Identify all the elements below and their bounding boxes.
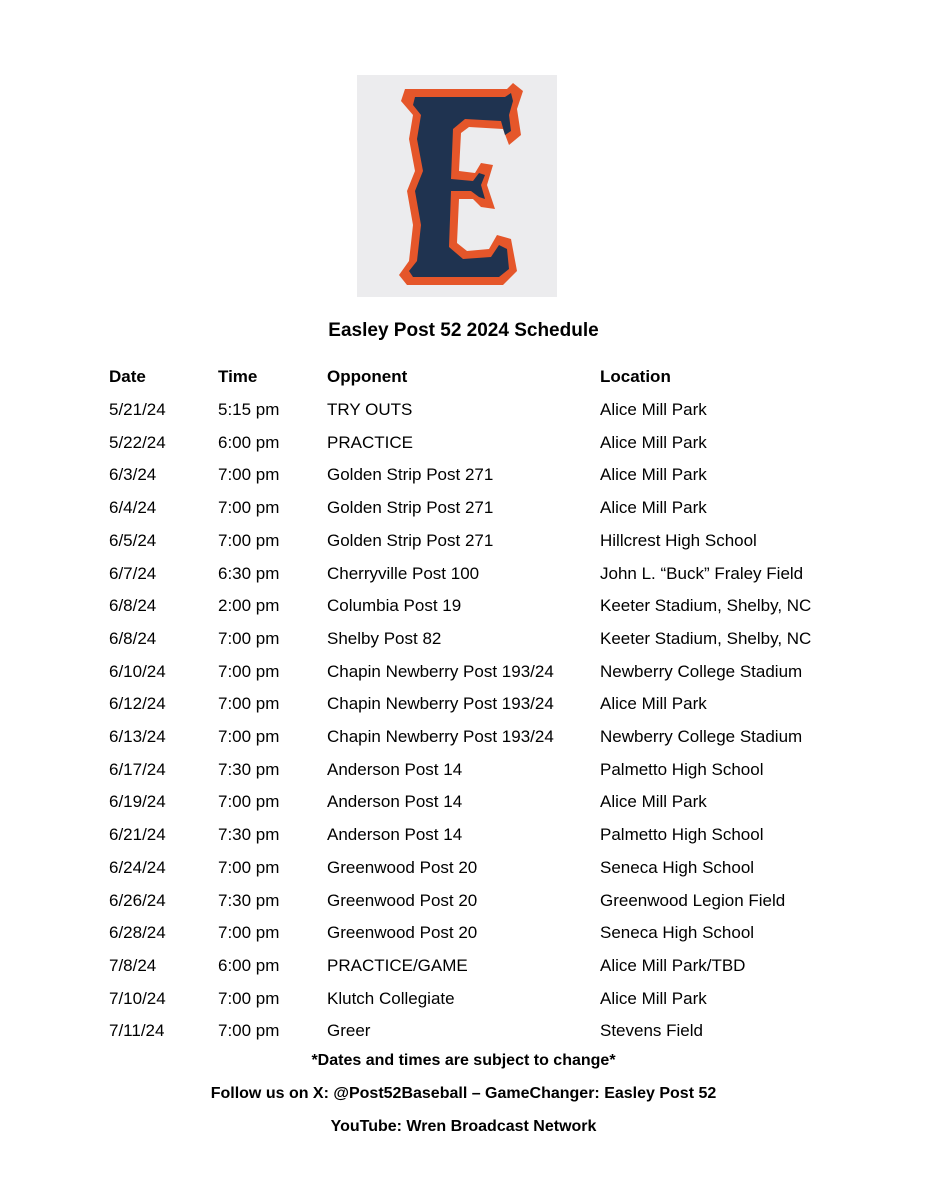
cell-date: 6/3/24 [109,465,157,485]
team-logo [357,75,557,297]
cell-opponent: PRACTICE/GAME [327,955,468,975]
table-row [0,986,927,1012]
cell-date: 6/28/24 [109,923,166,943]
cell-time: 7:00 pm [218,727,280,746]
cell-time: 7:30 pm [218,825,280,845]
footer-youtube: YouTube: Wren Broadcast Network [330,1118,597,1135]
cell-date: 6/4/24 [109,498,157,518]
cell-opponent: Columbia Post 19 [327,596,462,616]
cell-date: 6/7/24 [109,563,157,583]
table-row [0,528,927,554]
cell-location: John L. “Buck” Fraley Field [600,563,804,583]
cell-opponent: Anderson Post 14 [327,759,463,779]
cell-time: 2:00 pm [218,596,280,616]
cell-time: 7:00 pm [218,792,280,812]
table-row [0,691,927,717]
cell-date: 6/24/24 [109,857,166,877]
cell-date: 6/19/24 [109,792,166,812]
cell-location: Alice Mill Park [600,432,707,452]
cell-date: 6/8/24 [109,596,157,616]
cell-date: 6/5/24 [109,530,157,550]
cell-location: Newberry College Stadium [600,661,803,681]
table-row [0,1018,927,1044]
cell-opponent: Greenwood Post 20 [327,890,478,910]
cell-opponent: Chapin Newberry Post 193/24 [327,661,554,681]
footer-disclaimer: *Dates and times are subject to change* [311,1052,616,1069]
table-row [0,757,927,783]
letter-e-logo-icon [357,75,557,297]
cell-date: 5/22/24 [109,432,166,452]
cell-time: 5:15 pm [218,400,280,419]
cell-time: 6:00 pm [218,955,280,975]
cell-date: 6/10/24 [109,661,166,681]
cell-date: 7/10/24 [109,988,166,1008]
cell-location: Palmetto High School [600,759,764,779]
cell-location: Alice Mill Park [600,400,707,419]
cell-time: 7:00 pm [218,1021,280,1041]
cell-location: Newberry College Stadium [600,727,803,746]
cell-opponent: Golden Strip Post 271 [327,530,494,550]
cell-opponent: Golden Strip Post 271 [327,465,494,485]
header-location: Location [600,367,671,386]
table-row [0,888,927,914]
table-row [0,561,927,587]
cell-time: 6:30 pm [218,563,280,583]
table-row [0,789,927,815]
cell-time: 7:30 pm [218,759,280,779]
cell-opponent: Greenwood Post 20 [327,857,478,877]
cell-date: 7/11/24 [109,1021,165,1041]
cell-time: 6:00 pm [218,432,280,452]
cell-location: Hillcrest High School [600,530,757,550]
cell-location: Keeter Stadium, Shelby, NC [600,628,812,648]
cell-location: Greenwood Legion Field [600,890,786,910]
cell-date: 5/21/24 [109,400,166,419]
cell-time: 7:00 pm [218,628,280,648]
table-header [0,364,927,390]
cell-opponent: Golden Strip Post 271 [327,498,494,518]
cell-location: Alice Mill Park [600,498,707,518]
cell-date: 6/12/24 [109,694,166,714]
cell-time: 7:00 pm [218,661,280,681]
cell-location: Alice Mill Park [600,792,707,812]
cell-location: Palmetto High School [600,825,764,845]
cell-opponent: Greer [327,1021,371,1041]
cell-date: 7/8/24 [109,955,157,975]
table-row [0,659,927,685]
cell-location: Keeter Stadium, Shelby, NC [600,596,812,616]
cell-opponent: Cherryville Post 100 [327,563,480,583]
table-row [0,626,927,652]
table-row [0,822,927,848]
table-row [0,920,927,946]
header-date: Date [109,367,146,386]
cell-time: 7:00 pm [218,988,280,1008]
table-row [0,430,927,456]
table-row [0,724,927,750]
cell-time: 7:00 pm [218,530,280,550]
cell-opponent: Anderson Post 14 [327,825,463,845]
cell-opponent: TRY OUTS [327,400,413,419]
table-row [0,953,927,979]
cell-location: Alice Mill Park [600,988,707,1008]
cell-location: Seneca High School [600,857,755,877]
table-row [0,855,927,881]
cell-opponent: Chapin Newberry Post 193/24 [327,727,554,746]
cell-date: 6/13/24 [109,727,166,746]
cell-date: 6/17/24 [109,759,166,779]
cell-opponent: Klutch Collegiate [327,988,455,1008]
footer-social: Follow us on X: @Post52Baseball – GameChanger: Easley Post 52 [210,1085,717,1102]
cell-time: 7:30 pm [218,890,280,910]
cell-time: 7:00 pm [218,923,280,943]
cell-location: Seneca High School [600,923,755,943]
cell-opponent: Shelby Post 82 [327,628,442,648]
table-row [0,593,927,619]
cell-date: 6/21/24 [109,825,166,845]
cell-location: Alice Mill Park/TBD [600,955,746,975]
cell-date: 6/8/24 [109,628,157,648]
table-row [0,397,927,423]
header-time: Time [218,367,258,386]
cell-time: 7:00 pm [218,857,280,877]
cell-opponent: Greenwood Post 20 [327,923,478,943]
schedule-title: Easley Post 52 2024 Schedule [328,320,599,341]
cell-location: Alice Mill Park [600,694,707,714]
cell-time: 7:00 pm [218,694,280,714]
cell-opponent: Chapin Newberry Post 193/24 [327,694,554,714]
cell-date: 6/26/24 [109,890,166,910]
header-opponent: Opponent [327,367,408,386]
cell-location: Stevens Field [600,1021,703,1041]
cell-time: 7:00 pm [218,465,280,485]
cell-time: 7:00 pm [218,498,280,518]
cell-opponent: Anderson Post 14 [327,792,463,812]
table-row [0,462,927,488]
table-row [0,495,927,521]
cell-location: Alice Mill Park [600,465,707,485]
cell-opponent: PRACTICE [327,432,413,452]
